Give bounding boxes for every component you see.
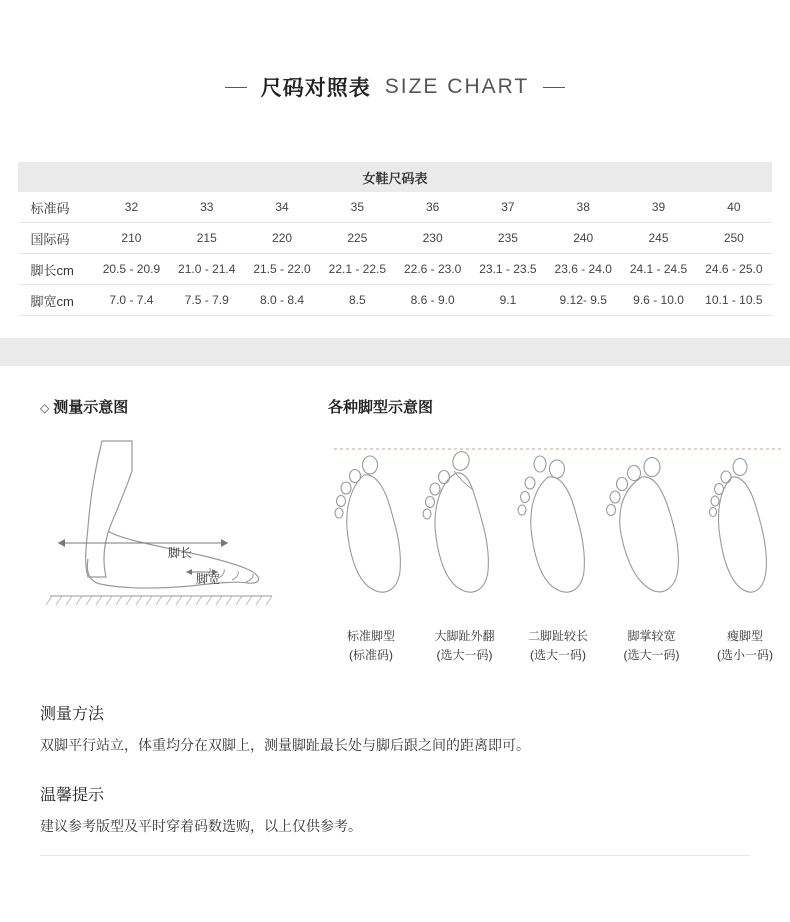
cell-length-1: 20.5 - 20.9 <box>94 254 169 285</box>
cell-width-5: 8.6 - 9.0 <box>395 285 470 316</box>
cell-standard-40: 40 <box>696 192 771 223</box>
cell-intl-8: 245 <box>621 223 696 254</box>
row-label-foot-width: 脚宽cm <box>19 285 94 316</box>
size-table <box>18 162 772 316</box>
cell-intl-5: 230 <box>395 223 470 254</box>
cell-standard-39: 39 <box>621 192 696 223</box>
table-row <box>19 192 772 223</box>
cell-intl-6: 235 <box>470 223 545 254</box>
foot-type-wide-name: 脚掌较宽 <box>627 629 676 643</box>
foot-type-standard-name: 标准脚型 <box>346 629 395 643</box>
page-title <box>225 72 565 102</box>
foot-types-illustration <box>328 431 788 606</box>
foot-type-bunion-name: 大脚趾外翻 <box>434 629 495 643</box>
text-gap <box>40 756 750 782</box>
table-row <box>19 223 772 254</box>
cell-standard-33: 33 <box>169 192 244 223</box>
cell-length-3: 21.5 - 22.0 <box>244 254 319 285</box>
cell-standard-36: 36 <box>395 192 470 223</box>
cell-width-6: 9.1 <box>470 285 545 316</box>
bottom-divider <box>40 855 750 856</box>
cell-standard-34: 34 <box>244 192 319 223</box>
cell-intl-1: 210 <box>94 223 169 254</box>
foot-type-wide-note: (选大一码) <box>623 648 680 662</box>
row-label-standard-size: 标准码 <box>19 192 94 223</box>
cell-intl-9: 250 <box>696 223 771 254</box>
cell-standard-37: 37 <box>470 192 545 223</box>
row-label-foot-length: 脚长cm <box>19 254 94 285</box>
foot-type-bunion <box>422 621 508 665</box>
foot-types-title <box>328 396 788 417</box>
label-foot-length: 脚长 <box>168 546 193 560</box>
cell-standard-32: 32 <box>94 192 169 223</box>
table-row <box>19 254 772 285</box>
measure-diagram-title <box>40 396 290 417</box>
foot-type-narrow-name: 瘦脚型 <box>726 629 763 643</box>
diagrams-section <box>0 396 790 665</box>
foot-type-wide <box>609 621 695 665</box>
foot-type-narrow-note: (选小一码) <box>717 648 773 662</box>
foot-type-standard <box>328 621 414 665</box>
cell-length-2: 21.0 - 21.4 <box>169 254 244 285</box>
page-header <box>0 0 790 112</box>
foot-types-captions <box>328 621 788 665</box>
cell-length-6: 23.1 - 23.5 <box>470 254 545 285</box>
section-divider-band <box>0 338 790 366</box>
measure-method-body: 双脚平行站立，体重均分在双脚上，测量脚趾最长处与脚后跟之间的距离即可。 <box>40 737 530 753</box>
cell-intl-7: 240 <box>546 223 621 254</box>
foot-type-long-second-toe-name: 二脚趾较长 <box>527 629 588 643</box>
cell-intl-3: 220 <box>244 223 319 254</box>
cell-length-4: 22.1 - 22.5 <box>320 254 395 285</box>
cell-length-8: 24.1 - 24.5 <box>621 254 696 285</box>
cell-standard-38: 38 <box>546 192 621 223</box>
tips-body: 建议参考版型及平时穿着码数选购，以上仅供参考。 <box>40 818 362 834</box>
measure-method-title: 测量方法 <box>40 706 105 723</box>
row-label-international-size: 国际码 <box>19 223 94 254</box>
cell-intl-4: 225 <box>320 223 395 254</box>
foot-type-standard-note: (标准码) <box>349 648 393 662</box>
bottom-text-section <box>0 701 790 856</box>
diamond-icon: ◇ <box>40 401 50 415</box>
cell-standard-35: 35 <box>320 192 395 223</box>
cell-length-5: 22.6 - 23.0 <box>395 254 470 285</box>
cell-width-1: 7.0 - 7.4 <box>94 285 169 316</box>
cell-length-7: 23.6 - 24.0 <box>546 254 621 285</box>
cell-intl-2: 215 <box>169 223 244 254</box>
foot-types-block <box>290 396 788 665</box>
cell-width-7: 9.12- 9.5 <box>546 285 621 316</box>
right-dash-decoration <box>543 87 565 88</box>
measure-diagram-title-text: 测量示意图 <box>53 399 129 416</box>
tips-title: 温馨提示 <box>40 787 105 804</box>
foot-type-long-second-toe-note: (选大一码) <box>530 648 586 662</box>
foot-types-title-text: 各种脚型示意图 <box>328 399 434 416</box>
foot-type-long-second-toe <box>515 621 601 665</box>
foot-type-narrow <box>702 621 788 665</box>
cell-width-9: 10.1 - 10.5 <box>696 285 771 316</box>
foot-type-bunion-note: (选大一码) <box>436 648 493 662</box>
cell-width-3: 8.0 - 8.4 <box>244 285 319 316</box>
cell-width-4: 8.5 <box>320 285 395 316</box>
title-chinese: 尺码对照表 <box>260 77 371 100</box>
title-english: SIZE CHART <box>384 75 530 98</box>
label-foot-width: 脚宽 <box>196 572 221 586</box>
cell-width-8: 9.6 - 10.0 <box>621 285 696 316</box>
size-table-container <box>18 162 772 316</box>
table-caption-row <box>19 163 772 192</box>
measure-diagram-block <box>40 396 290 665</box>
table-row <box>19 285 772 316</box>
left-dash-decoration <box>225 87 247 88</box>
table-caption: 女鞋尺码表 <box>19 163 772 192</box>
cell-length-9: 24.6 - 25.0 <box>696 254 771 285</box>
cell-width-2: 7.5 - 7.9 <box>169 285 244 316</box>
